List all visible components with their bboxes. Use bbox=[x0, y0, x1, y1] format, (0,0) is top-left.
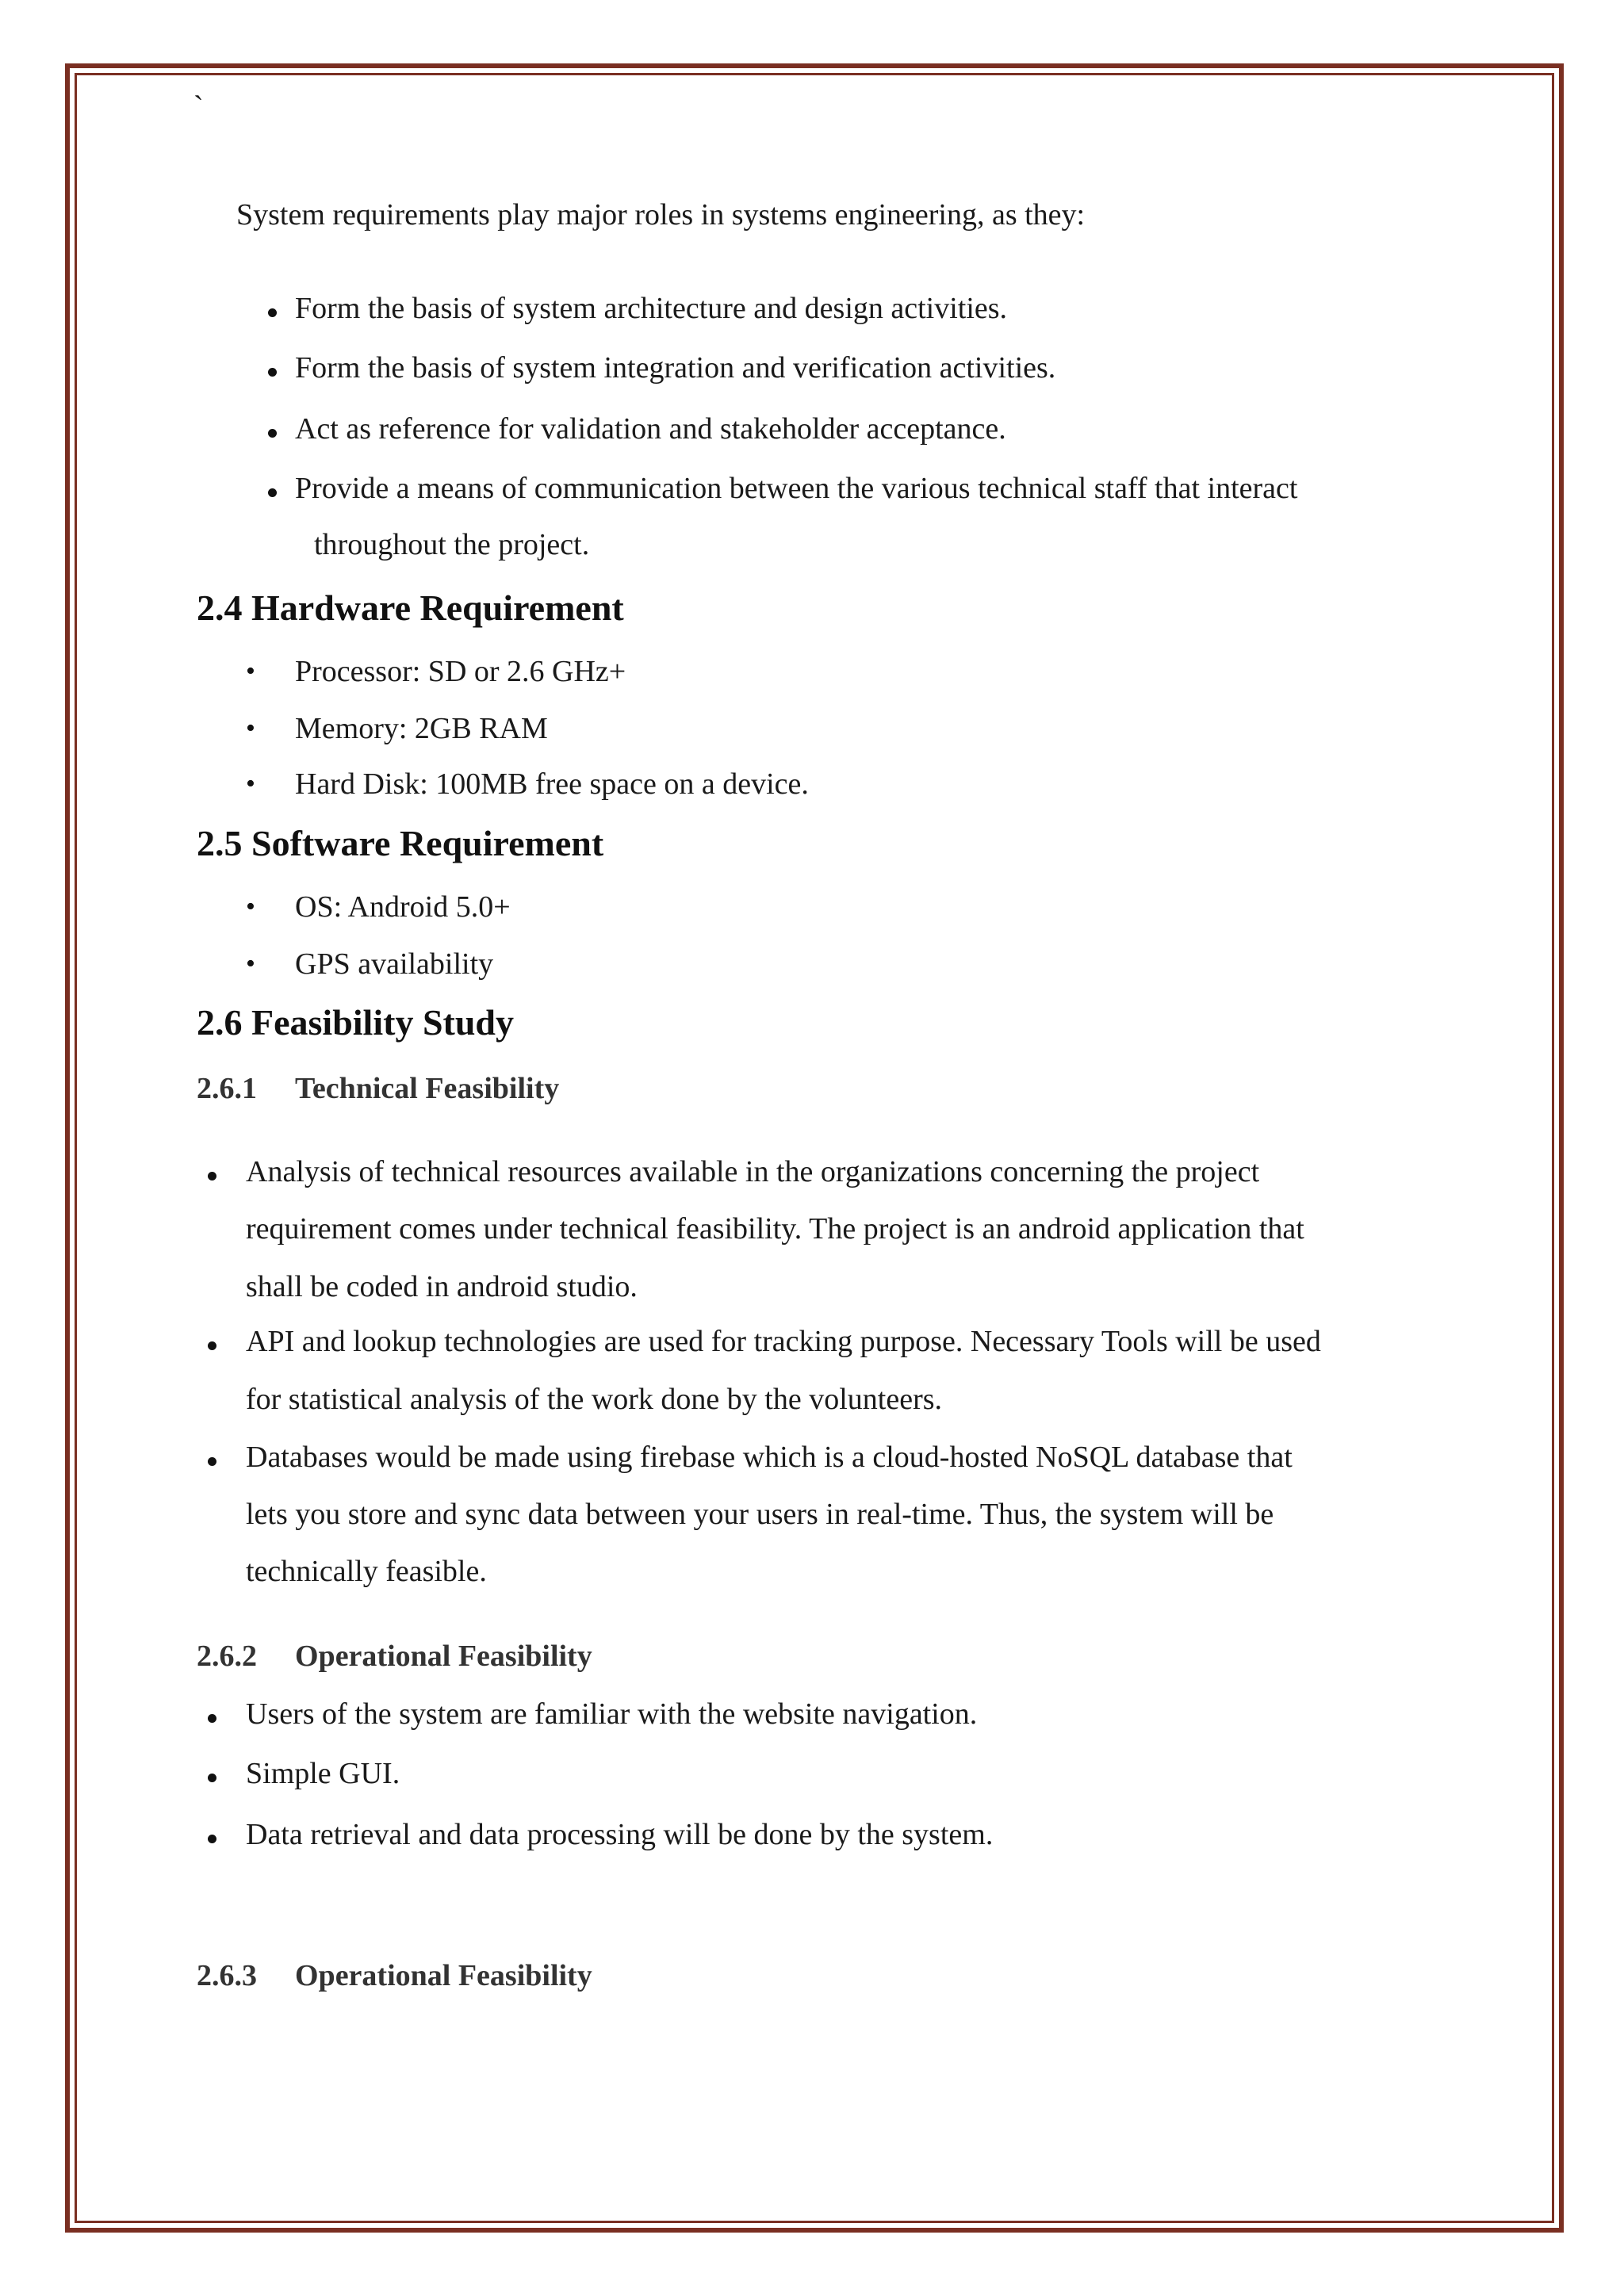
bullet-dot bbox=[208, 1341, 216, 1350]
paragraph-line: Databases would be made using firebase which is a cloud-hosted NoSQL database that bbox=[246, 1441, 1293, 1474]
paragraph-line: lets you store and sync data between your users in real-time. Thus, the system will be bbox=[246, 1498, 1274, 1531]
bullet-dot bbox=[268, 368, 277, 377]
bullet-dot: • bbox=[246, 714, 255, 743]
paragraph-line: API and lookup technologies are used for tracking purpose. Necessary Tools will be used bbox=[246, 1325, 1321, 1358]
list-item: Act as reference for validation and stakeholder acceptance. bbox=[295, 412, 1006, 446]
list-item: GPS availability bbox=[295, 947, 494, 981]
subsection-heading-operational-2: Operational Feasibility bbox=[295, 1959, 592, 1992]
intro-paragraph: System requirements play major roles in systems engineering, as they: bbox=[236, 198, 1086, 232]
list-item: OS: Android 5.0+ bbox=[295, 890, 511, 924]
bullet-dot: • bbox=[246, 892, 255, 921]
list-item: Memory: 2GB RAM bbox=[295, 712, 548, 745]
section-heading-hardware: 2.4 Hardware Requirement bbox=[197, 587, 624, 628]
list-item: Form the basis of system integration and verification activities. bbox=[295, 351, 1056, 385]
bullet-dot bbox=[208, 1714, 216, 1723]
list-item: Users of the system are familiar with the website navigation. bbox=[246, 1697, 978, 1731]
subsection-number: 2.6.2 bbox=[197, 1640, 257, 1673]
subsection-heading-technical: Technical Feasibility bbox=[295, 1072, 560, 1105]
list-item-continuation: throughout the project. bbox=[314, 528, 590, 561]
section-heading-software: 2.5 Software Requirement bbox=[197, 823, 604, 863]
subsection-number: 2.6.3 bbox=[197, 1959, 257, 1992]
bullet-dot: • bbox=[246, 656, 255, 686]
page-border-inner bbox=[75, 73, 1554, 2223]
bullet-dot bbox=[208, 1172, 216, 1181]
bullet-dot bbox=[208, 1835, 216, 1843]
paragraph-line: technically feasible. bbox=[246, 1555, 487, 1588]
bullet-dot bbox=[208, 1457, 216, 1466]
bullet-dot: • bbox=[246, 949, 255, 978]
subsection-number: 2.6.1 bbox=[197, 1072, 257, 1105]
list-item: Data retrieval and data processing will be done by the system. bbox=[246, 1818, 994, 1851]
list-item: Processor: SD or 2.6 GHz+ bbox=[295, 655, 626, 688]
paragraph-line: Analysis of technical resources available in the organizations concerning the project bbox=[246, 1155, 1260, 1188]
list-item: Form the basis of system architecture and design activities. bbox=[295, 292, 1008, 325]
bullet-dot bbox=[268, 488, 277, 497]
bullet-dot bbox=[208, 1774, 216, 1782]
bullet-dot bbox=[268, 429, 277, 438]
backtick-mark: ` bbox=[193, 90, 204, 124]
section-heading-feasibility: 2.6 Feasibility Study bbox=[197, 1002, 515, 1043]
list-item: Hard Disk: 100MB free space on a device. bbox=[295, 767, 809, 801]
list-item: Provide a means of communication between the various technical staff that interact bbox=[295, 472, 1298, 505]
list-item: Simple GUI. bbox=[246, 1757, 400, 1790]
paragraph-line: for statistical analysis of the work done by the volunteers. bbox=[246, 1383, 943, 1416]
bullet-dot: • bbox=[246, 769, 255, 798]
paragraph-line: requirement comes under technical feasibility. The project is an android application that bbox=[246, 1212, 1304, 1246]
subsection-heading-operational: Operational Feasibility bbox=[295, 1640, 592, 1673]
paragraph-line: shall be coded in android studio. bbox=[246, 1270, 638, 1303]
bullet-dot bbox=[268, 308, 277, 317]
